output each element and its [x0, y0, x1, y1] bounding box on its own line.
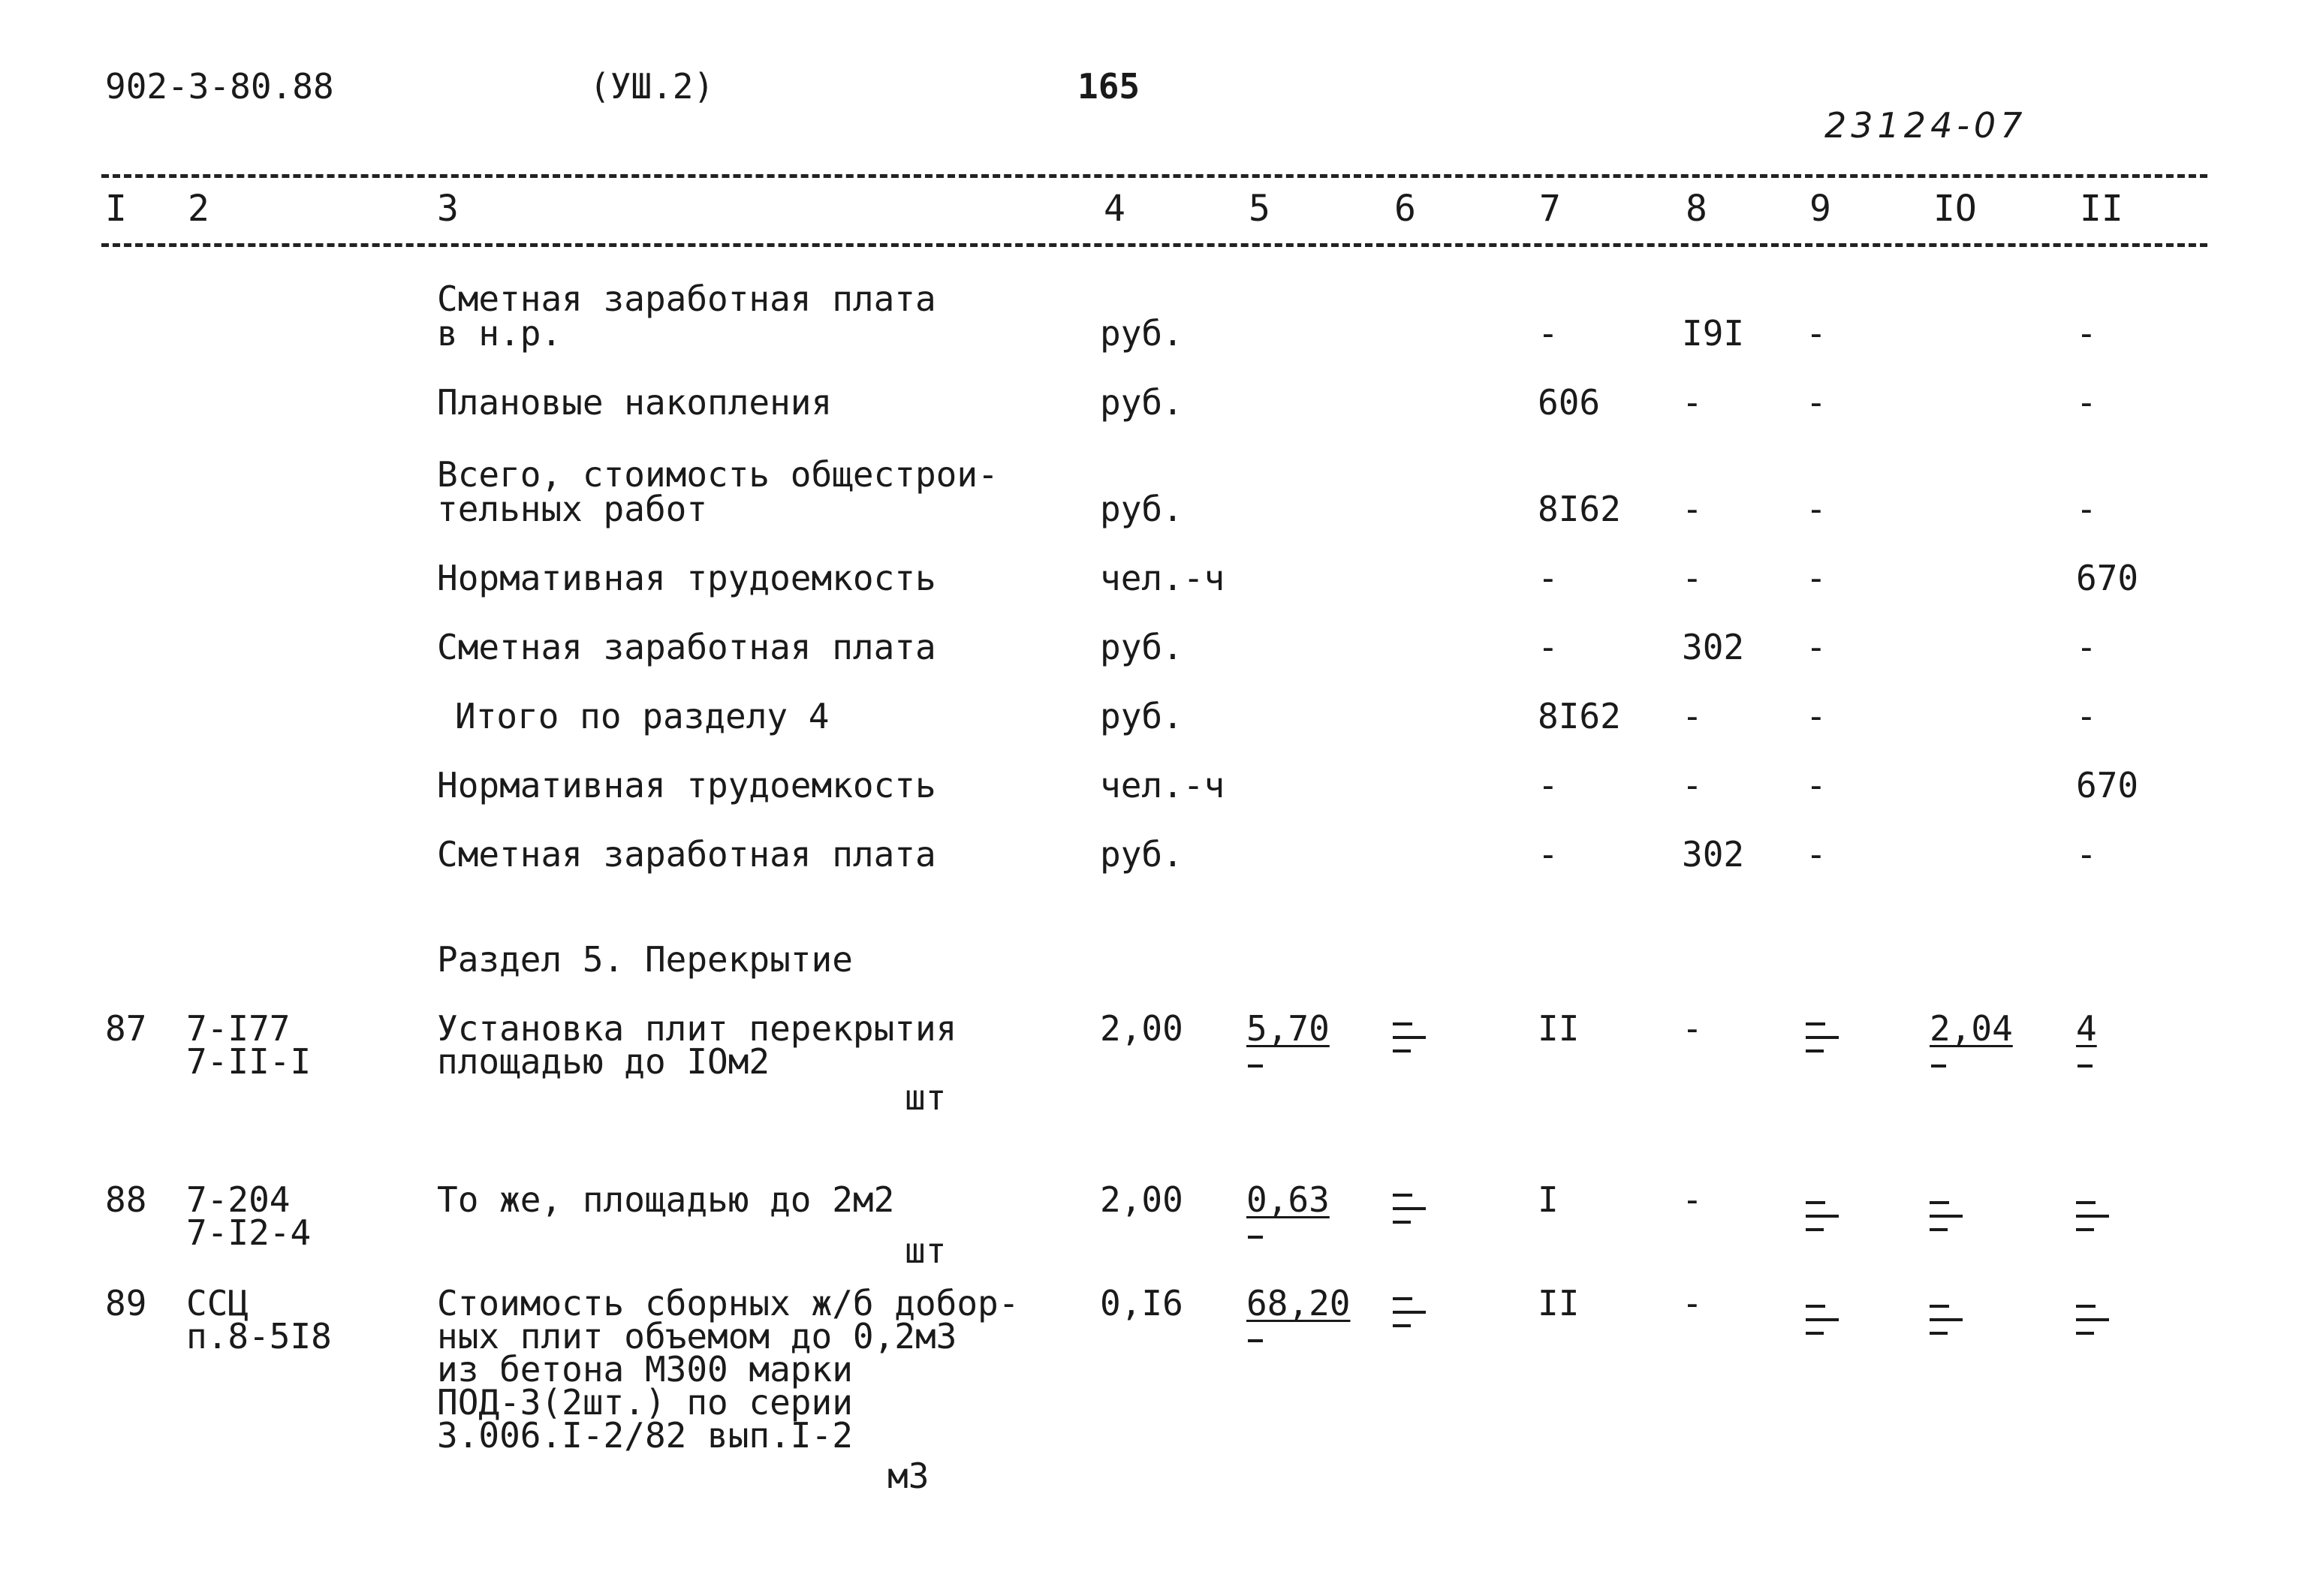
item-89-c10-dash-mark	[1930, 1302, 1963, 1339]
summary-row-4-unit: чел.-ч	[1100, 558, 1225, 598]
item-89-description-cont-4: 3.006.I-2/82 вып.I-2	[437, 1415, 853, 1456]
summary-row-8-c7: -	[1538, 834, 1559, 875]
item-87-description: Установка плит перекрытия	[437, 1008, 957, 1049]
item-87-quantity: 2,00	[1100, 1008, 1183, 1049]
summary-row-3-label: Всего, стоимость общестрои-	[437, 454, 999, 495]
item-88-code: 7-204	[186, 1179, 291, 1220]
item-89-c8: -	[1682, 1283, 1703, 1323]
summary-row-1-c11: -	[2076, 313, 2097, 354]
summary-row-8-c8: 302	[1682, 834, 1745, 875]
item-87-c10: 2,04	[1930, 1008, 2013, 1049]
item-89-quantity: 0,I6	[1100, 1283, 1183, 1323]
item-87-c8: -	[1682, 1008, 1703, 1049]
summary-row-1-label-cont: в н.р.	[437, 313, 562, 354]
summary-row-7-c9: -	[1806, 765, 1827, 806]
summary-row-7-label: Нормативная трудоемкость	[437, 765, 936, 806]
summary-row-5-label: Сметная заработная плата	[437, 627, 936, 667]
col-7-header: 7	[1539, 188, 1561, 230]
summary-row-5-c7: -	[1538, 627, 1559, 667]
col-10-header: IO	[1933, 188, 1977, 230]
summary-row-2-c9: -	[1806, 382, 1827, 423]
page-number: 165	[1077, 66, 1140, 107]
item-87-price-tick	[1248, 1065, 1263, 1068]
summary-row-4-c7: -	[1538, 558, 1559, 598]
item-88-code-2: 7-I2-4	[186, 1212, 312, 1253]
item-89-description: Стоимость сборных ж/б добор-	[437, 1283, 1020, 1323]
item-88-quantity: 2,00	[1100, 1179, 1183, 1220]
summary-row-8-c11: -	[2076, 834, 2097, 875]
summary-row-1-c8: I9I	[1682, 313, 1745, 354]
item-88-price-tick	[1248, 1236, 1263, 1239]
item-87-c7: II	[1538, 1008, 1580, 1049]
summary-row-4-c11: 670	[2076, 558, 2139, 598]
item-89-description-cont-3: ПОД-3(2шт.) по серии	[437, 1382, 853, 1423]
item-87-unit: шт	[905, 1077, 947, 1118]
item-88-unit: шт	[905, 1230, 947, 1271]
summary-row-5-c9: -	[1806, 627, 1827, 667]
summary-row-8-label: Сметная заработная плата	[437, 834, 936, 875]
summary-row-8-c9: -	[1806, 834, 1827, 875]
item-88-unit-price: 0,63	[1246, 1179, 1330, 1220]
col-3-header: 3	[437, 188, 459, 230]
summary-row-1-unit: руб.	[1100, 313, 1183, 354]
item-89-unit-price: 68,20	[1246, 1283, 1351, 1323]
item-87-unit-price: 5,70	[1246, 1008, 1330, 1049]
summary-row-6-c7: 8I62	[1538, 696, 1621, 736]
col-2-header: 2	[188, 188, 209, 230]
summary-row-3-c7: 8I62	[1538, 489, 1621, 529]
col-11-header: II	[2080, 188, 2123, 230]
summary-row-5-c8: 302	[1682, 627, 1745, 667]
summary-row-4-label: Нормативная трудоемкость	[437, 558, 936, 598]
item-89-c9-dash-mark	[1806, 1302, 1839, 1339]
item-89-c11-dash-mark	[2076, 1302, 2109, 1339]
summary-row-1-c7: -	[1538, 313, 1559, 354]
summary-row-7-c7: -	[1538, 765, 1559, 806]
item-87-code: 7-I77	[186, 1008, 291, 1049]
item-87-c10-tick	[1931, 1065, 1946, 1068]
document-code: 902-3-80.88	[105, 66, 334, 107]
col-9-header: 9	[1809, 188, 1831, 230]
item-88-c10-dash-mark	[1930, 1198, 1963, 1236]
summary-row-6-c9: -	[1806, 696, 1827, 736]
summary-row-4-c9: -	[1806, 558, 1827, 598]
item-88-c11-dash-mark	[2076, 1198, 2109, 1236]
item-87-c11: 4	[2076, 1008, 2097, 1049]
item-89-description-cont-2: из бетона М300 марки	[437, 1349, 853, 1390]
item-87-number: 87	[105, 1008, 147, 1049]
summary-row-3-label-cont: тельных работ	[437, 489, 708, 529]
summary-row-1-c9: -	[1806, 313, 1827, 354]
section-5-title: Раздел 5. Перекрытие	[437, 939, 853, 980]
summary-row-6-unit: руб.	[1100, 696, 1183, 736]
summary-row-3-c9: -	[1806, 489, 1827, 529]
summary-row-2-unit: руб.	[1100, 382, 1183, 423]
summary-row-4-c8: -	[1682, 558, 1703, 598]
summary-row-2-c7: 606	[1538, 382, 1601, 423]
summary-row-3-c8: -	[1682, 489, 1703, 529]
item-89-description-cont-1: ных плит объемом до 0,2м3	[437, 1316, 957, 1357]
summary-row-6-c8: -	[1682, 696, 1703, 736]
item-89-code-2: п.8-5I8	[186, 1316, 332, 1357]
summary-row-3-unit: руб.	[1100, 489, 1183, 529]
header-bottom-rule	[101, 243, 2207, 247]
col-4-header: 4	[1104, 188, 1125, 230]
item-88-description: То же, площадью до 2м2	[437, 1179, 895, 1220]
col-5-header: 5	[1249, 188, 1270, 230]
item-87-description-cont: площадью до IOм2	[437, 1041, 770, 1082]
summary-row-7-c11: 670	[2076, 765, 2139, 806]
summary-row-7-unit: чел.-ч	[1100, 765, 1225, 806]
summary-row-1-label: Сметная заработная плата	[437, 279, 936, 319]
item-87-c11-tick	[2078, 1065, 2093, 1068]
col-6-header: 6	[1394, 188, 1416, 230]
summary-row-5-unit: руб.	[1100, 627, 1183, 667]
summary-row-5-c11: -	[2076, 627, 2097, 667]
summary-row-2-c8: -	[1682, 382, 1703, 423]
summary-row-2-label: Плановые накопления	[437, 382, 833, 423]
item-89-code: ССЦ	[186, 1283, 249, 1323]
item-89-number: 89	[105, 1283, 147, 1323]
col-1-header: I	[105, 188, 127, 230]
handwritten-number: 23124-07	[1824, 105, 2027, 146]
item-89-price-tick	[1248, 1339, 1263, 1342]
header-top-rule	[101, 174, 2207, 178]
summary-row-2-c11: -	[2076, 382, 2097, 423]
item-88-number: 88	[105, 1179, 147, 1220]
summary-row-6-label: Итого по разделу 4	[455, 696, 830, 736]
item-88-c6-dash-mark	[1393, 1191, 1426, 1228]
item-89-unit: м3	[887, 1456, 930, 1496]
col-8-header: 8	[1686, 188, 1707, 230]
item-89-c6-dash-mark	[1393, 1294, 1426, 1332]
item-88-c7: I	[1538, 1179, 1559, 1220]
item-89-c7: II	[1538, 1283, 1580, 1323]
item-87-code-2: 7-II-I	[186, 1041, 312, 1082]
item-88-c9-dash-mark	[1806, 1198, 1839, 1236]
section-code: (УШ.2)	[589, 66, 715, 107]
item-88-c8: -	[1682, 1179, 1703, 1220]
summary-row-7-c8: -	[1682, 765, 1703, 806]
summary-row-6-c11: -	[2076, 696, 2097, 736]
summary-row-3-c11: -	[2076, 489, 2097, 529]
summary-row-8-unit: руб.	[1100, 834, 1183, 875]
item-87-c6-dash-mark	[1393, 1019, 1426, 1057]
item-87-c9-dash-mark	[1806, 1019, 1839, 1057]
